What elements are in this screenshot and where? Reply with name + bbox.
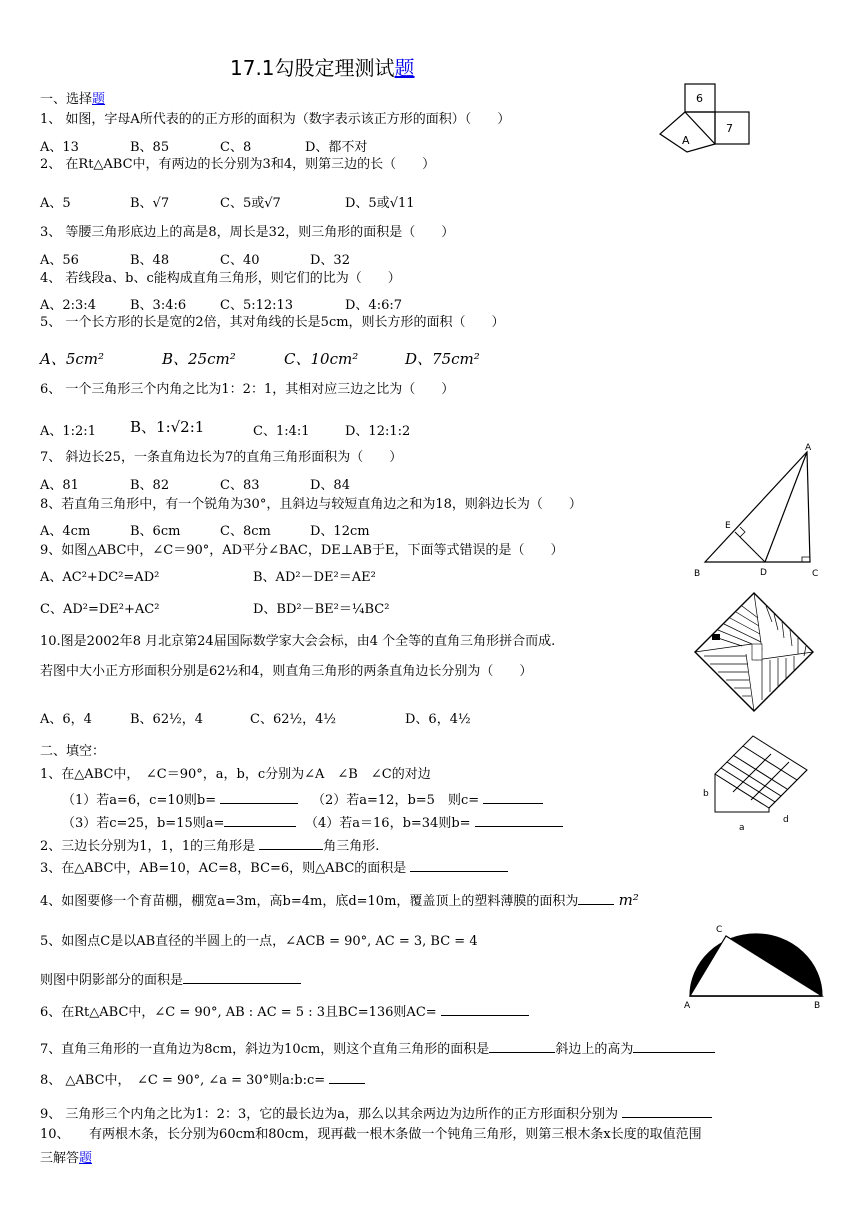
q10-line2: 若图中大小正方形面积分别是62½和4，则直角三角形的两条直角边长分别为（ ） <box>40 664 533 679</box>
q6-option-c: C、1:4:1 <box>253 424 310 439</box>
f3-blank[interactable] <box>410 858 508 872</box>
q10-option-c: C、62½，4½ <box>250 712 336 727</box>
q10-option-b: B、62½，4 <box>130 712 203 727</box>
title-text: 17.1勾股定理测试 <box>230 56 395 80</box>
section-answer-heading: 三解答题 <box>40 1151 93 1166</box>
q7-option-d: D、84 <box>310 478 350 493</box>
square-label-7: 7 <box>726 122 733 135</box>
q10-line1: 10.图是2002年8 月北京第24届国际数学家大会会标，由4 个全等的直角三角形拼合而成. <box>40 634 556 649</box>
q8-option-c: C、8cm <box>220 524 271 539</box>
f1-blank3[interactable] <box>224 813 296 827</box>
q6-option-d: D、12:1:2 <box>345 424 411 439</box>
q8-option-d: D、12cm <box>310 524 370 539</box>
section-choice-link[interactable]: 题 <box>92 92 106 107</box>
q1-option-d: D、都不对 <box>305 140 368 155</box>
triangle-label-d: D <box>760 568 767 578</box>
f1-part4: （4）若a＝16，b=34则b= <box>305 813 563 832</box>
f10-line: 10、 有两根木条，长分别为60cm和80cm，现再截一根木条做一个钝角三角形，则第三根木条x长度的取值范围 <box>40 1127 702 1142</box>
semicircle-label-b: B <box>814 1001 821 1011</box>
q8-option-a: A、4cm <box>40 524 91 539</box>
greenhouse-label-a: a <box>739 823 745 833</box>
q5-stem: 5、 一个长方形的长是宽的2倍，其对角线的长是5cm，则长方形的面积（ ） <box>40 315 505 330</box>
f5-blank[interactable] <box>183 970 301 984</box>
q6-stem: 6、 一个三角形三个内角之比为1：2：1，其相对应三边之比为（ ） <box>40 382 455 397</box>
f1-part1: （1）若a=6，c=10则b= <box>62 790 298 809</box>
f8-line: 8、 △ABC中， ∠C = 90°, ∠a = 30°则a:b:c= <box>40 1070 365 1089</box>
q4-stem: 4、 若线段a、b、c能构成直角三角形，则它们的比为（ ） <box>40 271 401 286</box>
f7-line: 7、直角三角形的一直角边为8cm，斜边为10cm，则这个直角三角形的面积是 斜边上的高为 <box>40 1039 715 1058</box>
q9-option-d: D、BD²－BE²＝¼BC² <box>253 602 390 617</box>
q4-option-d: D、4:6:7 <box>345 298 402 313</box>
f1-blank2[interactable] <box>483 790 543 804</box>
f7-blank1[interactable] <box>489 1039 555 1053</box>
f2-blank[interactable] <box>259 836 323 850</box>
greenhouse-label-b: b <box>703 789 709 799</box>
triangle-label-a: A <box>805 443 812 453</box>
q2-option-a: A、5 <box>40 196 71 211</box>
squares-figure <box>650 82 760 162</box>
q10-option-d: D、6，4½ <box>405 712 471 727</box>
triangle-label-b: B <box>694 569 701 579</box>
q5-option-d: D、75cm² <box>405 350 480 368</box>
square-label-6: 6 <box>696 92 703 105</box>
f4-blank[interactable] <box>578 891 614 905</box>
f9-blank[interactable] <box>622 1104 712 1118</box>
q4-option-c: C、5:12:13 <box>220 298 294 313</box>
f6-blank[interactable] <box>441 1002 529 1016</box>
greenhouse-figure <box>695 732 820 842</box>
q7-option-c: C、83 <box>220 478 260 493</box>
section-choice-heading: 一、选择题 <box>40 92 106 107</box>
q3-option-c: C、40 <box>220 253 260 268</box>
semicircle-figure <box>680 922 830 1012</box>
q8-option-b: B、6cm <box>130 524 181 539</box>
f1-part3: （3）若c=25，b=15则a= <box>62 813 296 832</box>
q3-option-d: D、32 <box>310 253 350 268</box>
q3-option-a: A、56 <box>40 253 79 268</box>
q1-stem: 1、 如图，字母A所代表的的正方形的面积为（数字表示该正方形的面积）（ ） <box>40 112 511 127</box>
f7-blank2[interactable] <box>633 1039 715 1053</box>
square-label-a: A <box>682 134 690 147</box>
q1-option-a: A、13 <box>40 140 79 155</box>
f2-line: 2、三边长分别为1，1，1的三角形是 角三角形. <box>40 836 379 855</box>
triangle-figure <box>690 440 830 580</box>
f1-part2: （2）若a=12，b=5 则c= <box>312 790 543 809</box>
f4-line: 4、如图要修一个育苗棚，棚宽a=3m，高b=4m，底d=10m，覆盖顶上的塑料薄膜的面积为 m² <box>40 891 639 909</box>
q2-option-c: C、5或√7 <box>220 196 281 211</box>
q10-option-a: A、6，4 <box>40 712 92 727</box>
q3-option-b: B、48 <box>130 253 170 268</box>
triangle-label-e: E <box>725 521 731 531</box>
q2-stem: 2、 在Rt△ABC中，有两边的长分别为3和4，则第三边的长（ ） <box>40 157 436 172</box>
section-fill-heading: 二、填空： <box>40 744 106 759</box>
q8-stem: 8、若直角三角形中，有一个锐角为30°，且斜边与较短直角边之和为18，则斜边长为（ ） <box>40 497 582 512</box>
f1-blank4[interactable] <box>475 813 563 827</box>
f9-line: 9、 三角形三个内角之比为1：2：3，它的最长边为a，那么以其余两边为边所作的正方形面积分别为 <box>40 1104 712 1123</box>
f5-stem: 5、如图点C是以AB直径的半圆上的一点，∠ACB = 90°, AC = 3, BC = 4 <box>40 934 478 949</box>
section-answer-link[interactable]: 题 <box>79 1151 93 1166</box>
f1-blank1[interactable] <box>220 790 298 804</box>
greenhouse-label-d: d <box>783 815 789 825</box>
q7-option-a: A、81 <box>40 478 79 493</box>
semicircle-label-a: A <box>684 1001 691 1011</box>
q4-option-b: B、3:4:6 <box>130 298 187 313</box>
q7-option-b: B、82 <box>130 478 170 493</box>
f6-line: 6、在Rt△ABC中，∠C = 90°, AB : AC = 5 : 3且BC=136则AC= <box>40 1002 529 1021</box>
q2-option-d: D、5或√11 <box>345 196 415 211</box>
q5-option-a: A、5cm² <box>40 350 105 368</box>
page-title <box>230 52 415 81</box>
q5-option-b: B、25cm² <box>162 350 236 368</box>
q3-stem: 3、 等腰三角形底边上的高是8，周长是32，则三角形的面积是（ ） <box>40 225 455 240</box>
semicircle-label-c: C <box>716 925 723 935</box>
q7-stem: 7、 斜边长25，一条直角边长为7的直角三角形面积为（ ） <box>40 450 403 465</box>
q1-option-c: C、8 <box>220 140 252 155</box>
q2-option-b: B、√7 <box>130 196 170 211</box>
q9-stem: 9、如图△ABC中，∠C＝90°，AD平分∠BAC，DE⊥AB于E，下面等式错误的是（ ） <box>40 543 564 558</box>
q6-option-b: B、1:√2:1 <box>130 418 205 436</box>
q6-option-a: A、1:2:1 <box>40 424 96 439</box>
title-link[interactable]: 题 <box>394 56 415 80</box>
q9-option-a: A、AC²+DC²=AD² <box>40 570 160 585</box>
triangle-label-c: C <box>812 569 819 579</box>
pinwheel-logo-figure <box>692 590 817 715</box>
q1-option-b: B、85 <box>130 140 170 155</box>
q9-option-c: C、AD²=DE²+AC² <box>40 602 160 617</box>
f5-line2: 则图中阴影部分的面积是 <box>40 970 301 989</box>
f3-line: 3、在△ABC中，AB=10，AC=8，BC=6，则△ABC的面积是 <box>40 858 508 877</box>
f1-stem: 1、在△ABC中， ∠C＝90°，a，b，c分别为∠A ∠B ∠C的对边 <box>40 767 431 782</box>
q5-option-c: C、10cm² <box>284 350 359 368</box>
q4-option-a: A、2:3:4 <box>40 298 96 313</box>
f8-blank[interactable] <box>329 1070 365 1084</box>
q9-option-b: B、AD²－DE²＝AE² <box>253 570 376 585</box>
